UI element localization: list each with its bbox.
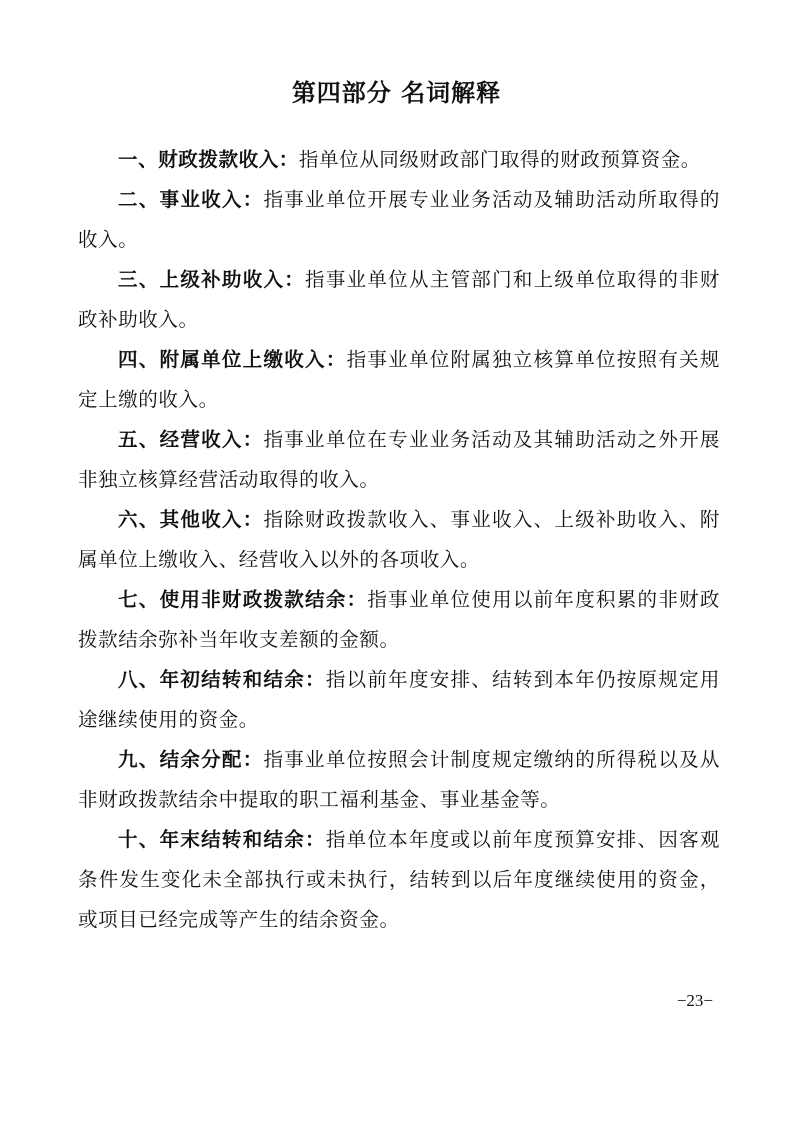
term-label: 三、上级补助收入： <box>118 268 306 291</box>
term-definition: 指事业单位开展专业业务活动及辅助活动所取得的收入。 <box>78 188 721 251</box>
term-definition: 指单位从同级财政部门取得的财政预算资金。 <box>298 148 701 171</box>
glossary-entry <box>78 660 720 740</box>
glossary-entry <box>78 420 720 500</box>
term-definition: 指事业单位按照会计制度规定缴纳的所得税以及从非财政拨款结余中提取的职工福利基金、事业基金等。 <box>78 748 721 811</box>
term-definition: 指以前年度安排、结转到本年仍按原规定用途继续使用的资金。 <box>78 668 720 731</box>
term-label: 六、其他收入： <box>118 508 264 531</box>
glossary-entry <box>78 500 720 580</box>
term-definition: 指事业单位在专业业务活动及其辅助活动之外开展非独立核算经营活动取得的收入。 <box>78 428 721 491</box>
term-definition: 指事业单位从主管部门和上级单位取得的非财政补助收入。 <box>78 268 720 331</box>
term-label: 十、年末结转和结余： <box>118 828 326 851</box>
term-definition: 指事业单位使用以前年度积累的非财政拨款结余弥补当年收支差额的金额。 <box>78 588 721 651</box>
term-label: 二、事业收入： <box>118 188 264 211</box>
term-definition: 指除财政拨款收入、事业收入、上级补助收入、附属单位上缴收入、经营收入以外的各项收入。 <box>78 508 721 571</box>
page-title: 第四部分 名词解释 <box>291 78 502 107</box>
term-label: 七、使用非财政拨款结余： <box>118 588 368 611</box>
glossary-entry <box>78 340 720 420</box>
page-number: −23− <box>676 991 713 1010</box>
term-label: 九、结余分配： <box>118 748 264 771</box>
glossary-entry <box>78 140 720 180</box>
glossary-body <box>78 140 720 940</box>
glossary-entry <box>78 820 720 940</box>
term-definition: 指事业单位附属独立核算单位按照有关规定上缴的收入。 <box>78 348 720 411</box>
term-definition: 指单位本年度或以前年度预算安排、因客观条件发生变化未全部执行或未执行，结转到以后年度继续使用的资金，或项目已经完成等产生的结余资金。 <box>78 828 720 931</box>
glossary-entry <box>78 260 720 340</box>
term-label: 四、附属单位上缴收入： <box>118 348 347 371</box>
glossary-entry <box>78 580 720 660</box>
glossary-entry <box>78 180 720 260</box>
term-label: 五、经营收入： <box>118 428 264 451</box>
term-label: 八、年初结转和结余： <box>118 668 326 691</box>
term-label: 一、财政拨款收入： <box>118 148 299 171</box>
glossary-entry <box>78 740 720 820</box>
